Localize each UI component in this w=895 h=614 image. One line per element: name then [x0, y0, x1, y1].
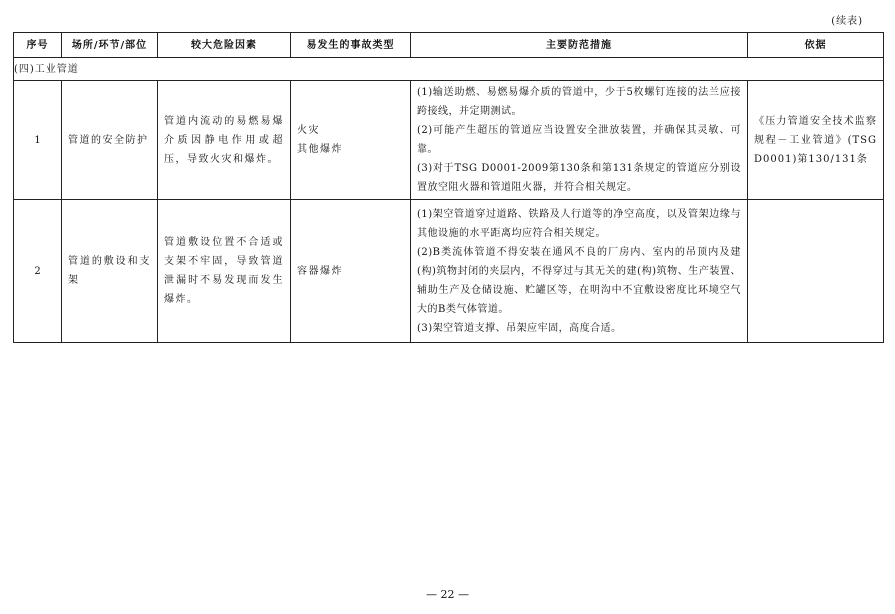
measure-item: (2)可能产生超压的管道应当设置安全泄放装置，并确保其灵敏、可靠。	[417, 125, 741, 155]
row-basis	[748, 200, 884, 343]
row-measures	[411, 200, 748, 343]
section-row	[14, 58, 884, 81]
header-measures: 主要防范措施	[411, 33, 748, 58]
table-row	[14, 200, 884, 343]
row-hazard: 管道内流动的易燃易爆介质因静电作用或超压，导致火灾和爆炸。	[158, 81, 291, 200]
measure-item: (3)对于TSG D0001-2009第130条和第131条规定的管道应分别设置放空阻火器和管道阻火器，并符合相关规定。	[417, 163, 741, 193]
table-header-row	[14, 33, 884, 58]
measure-item: (3)架空管道支撑、吊架应牢固，高度合适。	[417, 322, 622, 334]
row-basis: 《压力管道安全技术监察规程－工业管道》(TSG D0001)第130/131条	[748, 81, 884, 200]
row-hazard: 管道敷设位置不合适或支架不牢固，导致管道泄漏时不易发现而发生爆炸。	[158, 200, 291, 343]
header-basis: 依据	[748, 33, 884, 58]
measure-item: (2)B类流体管道不得安装在通风不良的厂房内、室内的吊顶内及建(构)筑物封闭的夹层内，不得穿过与其无关的建(构)筑物、生产装置、辅助生产及仓储设施、贮罐区等，在明沟中不宜敷设密度比环境空气大的B类气体管道。	[417, 246, 741, 315]
accident-type-item: 其他爆炸	[297, 144, 343, 155]
hazard-table	[13, 32, 884, 343]
page-number: — 22 —	[426, 588, 469, 601]
accident-type-item: 容器爆炸	[297, 265, 343, 277]
table-row	[14, 81, 884, 200]
row-number: 1	[14, 81, 62, 200]
header-hazard: 较大危险因素	[158, 33, 291, 58]
section-title: (四)工业管道	[14, 58, 884, 81]
measure-item: (1)架空管道穿过道路、铁路及人行道等的净空高度，以及管架边缘与其他设施的水平距离均应符合相关规定。	[417, 208, 741, 239]
header-no: 序号	[14, 33, 62, 58]
continued-label: (续表)	[831, 16, 863, 27]
header-accident-type: 易发生的事故类型	[291, 33, 411, 58]
row-measures	[411, 81, 748, 200]
row-location: 管道的安全防护	[62, 81, 158, 200]
accident-type-item: 火灾	[297, 125, 320, 136]
row-accident-type	[291, 81, 411, 200]
measure-item: (1)输送助燃、易燃易爆介质的管道中，少于5枚螺钉连接的法兰应接跨接线，并定期测试。	[417, 87, 741, 117]
header-location: 场所/环节/部位	[62, 33, 158, 58]
row-number: 2	[14, 200, 62, 343]
row-location: 管道的敷设和支架	[62, 200, 158, 343]
row-accident-type	[291, 200, 411, 343]
